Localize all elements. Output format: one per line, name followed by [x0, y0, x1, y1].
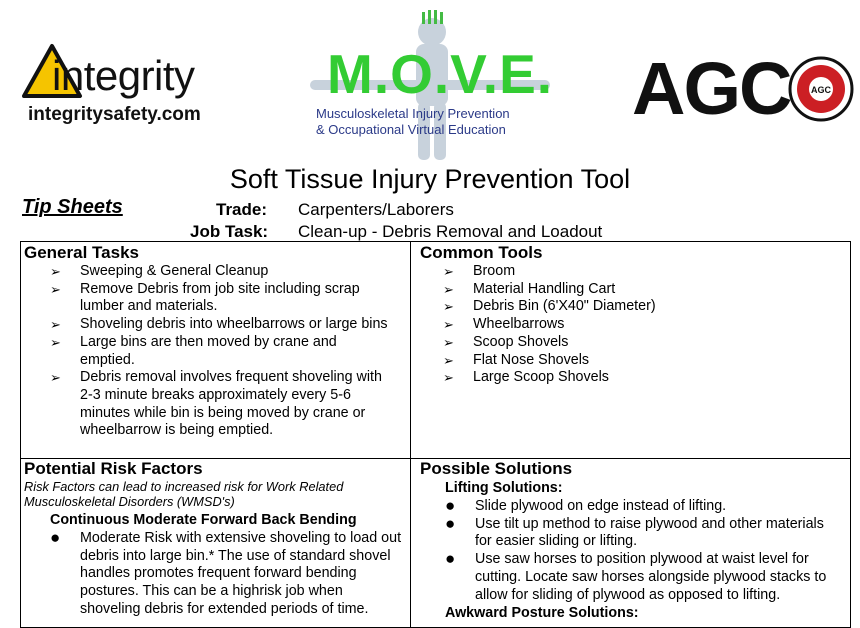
awkward-posture-heading: Awkward Posture Solutions:	[445, 605, 639, 621]
job-task-value: Clean-up - Debris Removal and Loadout	[298, 222, 603, 241]
list-item: ● Use saw horses to position plywood at waist level for cutting. Locate saw horses alongside plywood stacks to allow for sliding of plywood as opposed to lifting.	[445, 549, 827, 603]
integrity-logo	[22, 42, 242, 127]
list-item: ➢ Large bins are then moved by crane and emptied.	[50, 333, 337, 368]
list-item: ➢ Debris Bin (6'X40" Diameter)	[443, 298, 656, 315]
trade-value: Carpenters/Laborers	[298, 200, 454, 219]
dot-bullet-icon: ●	[445, 496, 456, 515]
list-item: ➢ Debris removal involves frequent shoveling with 2-3 minute breaks approximately every 5-6 minutes while bin is being moved by crane or wheelbarrow is being emptied.	[50, 369, 382, 439]
common-tools-list	[443, 263, 833, 387]
general-tasks-title: General Tasks	[24, 243, 139, 262]
arrow-bullet-icon: ➢	[443, 281, 454, 297]
risk-factors-note: Risk Factors can lead to increased risk for Work Related Musculoskeletal Disorders (WMSD's)	[24, 479, 344, 509]
dot-bullet-icon: ●	[50, 528, 61, 547]
agc-wordmark: AGC	[632, 47, 791, 130]
risk-factors-list	[50, 530, 402, 619]
svg-text:AGC: AGC	[811, 85, 831, 95]
list-item: ➢ Broom	[443, 263, 516, 279]
list-item: ➢ Flat Nose Shovels	[443, 351, 590, 368]
tip-sheets-heading: Tip Sheets	[22, 196, 123, 218]
dot-bullet-icon: ●	[445, 513, 456, 533]
list-item: ➢ Sweeping & General Cleanup	[50, 263, 269, 279]
arrow-bullet-icon: ➢	[443, 317, 454, 333]
arrow-bullet-icon: ➢	[50, 370, 61, 386]
move-wordmark: M.O.V.E.	[327, 43, 554, 105]
risk-factors-title: Potential Risk Factors	[24, 459, 203, 478]
arrow-bullet-icon: ➢	[443, 334, 454, 350]
list-item: ➢ Shoveling debris into wheelbarrows or large bins	[50, 316, 388, 333]
list-item: ➢ Remove Debris from job site including scrap lumber and materials.	[50, 280, 360, 315]
arrow-bullet-icon: ➢	[443, 370, 454, 386]
agc-seal-icon	[788, 56, 854, 122]
list-item: ➢ Material Handling Cart	[443, 280, 616, 297]
arrow-bullet-icon: ➢	[50, 264, 61, 279]
lifting-solutions-list	[445, 498, 843, 604]
arrow-bullet-icon: ➢	[50, 334, 61, 350]
common-tools-title: Common Tools	[420, 243, 543, 262]
list-item: ➢ Scoop Shovels	[443, 333, 569, 350]
lifting-solutions-heading: Lifting Solutions:	[445, 480, 563, 496]
list-item: ● Use tilt up method to raise plywood and other materials for easier sliding or lifting.	[445, 513, 824, 550]
arrow-bullet-icon: ➢	[50, 317, 61, 333]
arrow-bullet-icon: ➢	[443, 299, 454, 315]
list-item: ➢ Wheelbarrows	[443, 316, 565, 333]
job-task-label: Job Task:	[190, 222, 269, 241]
list-item: ● Moderate Risk with extensive shoveling to load out debris into large bin.* The use of standard shovel handles promotes frequent forward bending postures. This can be a highrisk job when shoveling debris for extended periods of time.	[50, 528, 402, 617]
solutions-title: Possible Solutions	[420, 459, 573, 478]
arrow-bullet-icon: ➢	[443, 264, 454, 279]
page-title: Soft Tissue Injury Prevention Tool	[229, 164, 631, 194]
integrity-url: integritysafety.com	[28, 104, 201, 125]
move-tagline-1: Musculoskeletal Injury Prevention	[316, 106, 510, 121]
integrity-wordmark: integrity	[52, 52, 195, 99]
general-tasks-list	[50, 263, 390, 440]
arrow-bullet-icon: ➢	[443, 352, 454, 368]
risk-subheading: Continuous Moderate Forward Back Bending	[50, 512, 357, 528]
agc-logo	[632, 46, 856, 136]
list-item: ● Slide plywood on edge instead of lifting.	[445, 496, 727, 515]
dot-bullet-icon: ●	[445, 549, 456, 569]
move-tagline-2: & Occupational Virtual Education	[316, 122, 506, 137]
trade-label: Trade:	[216, 200, 268, 219]
arrow-bullet-icon: ➢	[50, 281, 61, 297]
list-item: ➢ Large Scoop Shovels	[443, 369, 609, 386]
move-logo	[300, 10, 560, 160]
